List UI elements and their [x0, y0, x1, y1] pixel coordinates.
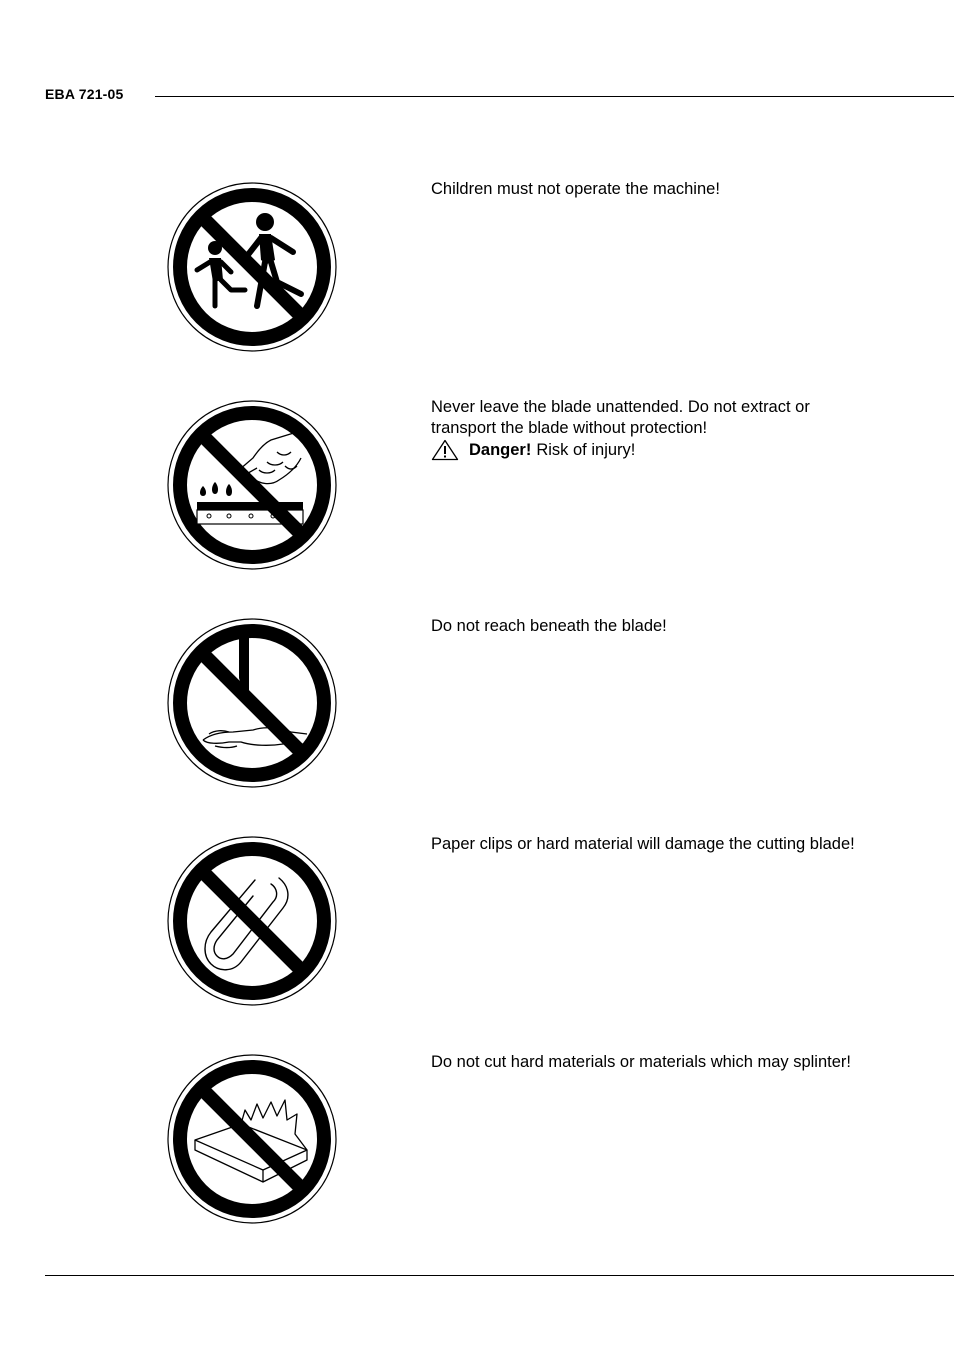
warning-line: Do not cut hard materials or materials which may splinter!: [431, 1053, 851, 1071]
warning-line: Paper clips or hard material will damage the cutting blade!: [431, 835, 855, 853]
danger-label: Danger!: [469, 440, 532, 459]
footer-rule: [45, 1275, 954, 1276]
no-touching-blade-icon: [167, 400, 337, 570]
warning-line: Children must not operate the machine!: [431, 180, 720, 198]
danger-line: [431, 439, 931, 461]
warning-triangle-icon: [431, 439, 459, 461]
warning-text-hard-materials: [431, 1052, 931, 1073]
danger-text: Risk of injury!: [536, 440, 636, 459]
document-code: EBA 721-05: [45, 86, 124, 102]
warning-text-blade-unattended: [431, 397, 931, 461]
warning-line: Never leave the blade unattended. Do not extract or: [431, 398, 810, 416]
warning-line: Do not reach beneath the blade!: [431, 617, 667, 635]
warning-text-children: [431, 179, 931, 200]
header-rule: [155, 96, 954, 97]
no-hard-splinter-material-icon: [167, 1054, 337, 1224]
warning-line: transport the blade without protection!: [431, 419, 708, 437]
warning-text-paper-clips: [431, 834, 931, 855]
warning-text-reach-beneath: [431, 616, 931, 637]
no-children-icon: [167, 182, 337, 352]
no-hand-under-blade-icon: [167, 618, 337, 788]
no-paper-clips-icon: [167, 836, 337, 1006]
